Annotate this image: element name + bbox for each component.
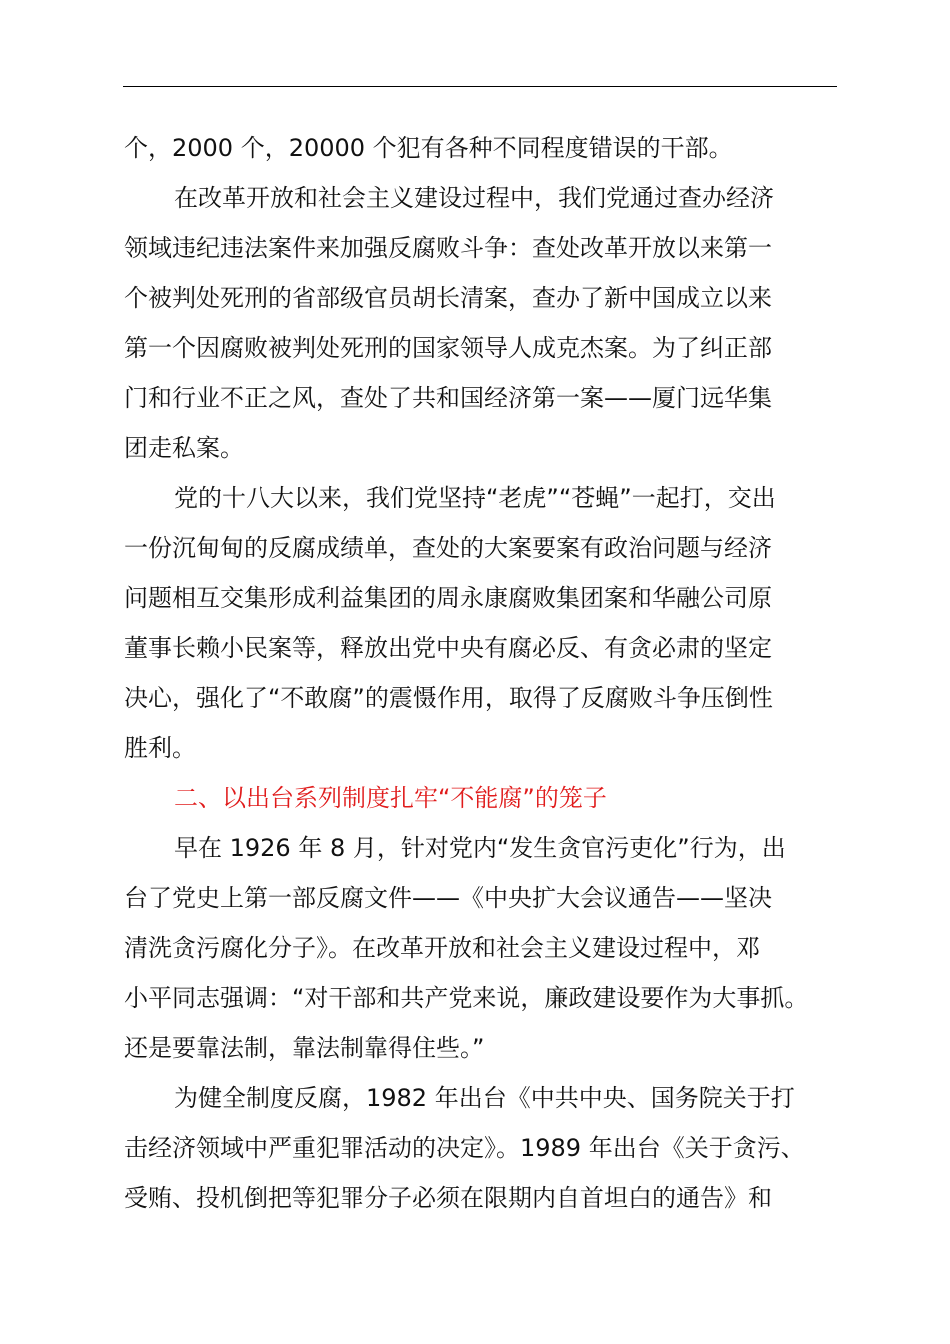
text-line: 早在 1926 年 8 月，针对党内“发生贪官污吏化”行为，出	[174, 834, 786, 862]
text-line: 个被判处死刑的省部级官员胡长清案，查办了新中国成立以来	[124, 284, 772, 312]
text-line: 团走私案。	[124, 434, 244, 462]
text-line: 门和行业不正之风，查处了共和国经济第一案——厦门远华集	[124, 384, 772, 412]
header-rule	[123, 86, 837, 87]
text-line: 决心，强化了“不敢腐”的震慑作用，取得了反腐败斗争压倒性	[124, 684, 773, 712]
text-line: 董事长赖小民案等，释放出党中央有腐必反、有贪必肃的坚定	[124, 634, 772, 662]
text-line: 清洗贪污腐化分子》。在改革开放和社会主义建设过程中，邓	[124, 934, 760, 962]
text-line: 小平同志强调：“对干部和共产党来说，廉政建设要作为大事抓。	[124, 984, 809, 1012]
text-line: 党的十八大以来，我们党坚持“老虎”“苍蝇”一起打，交出	[174, 484, 776, 512]
text-line: 在改革开放和社会主义建设过程中，我们党通过查办经济	[174, 184, 774, 212]
text-line: 问题相互交集形成利益集团的周永康腐败集团案和华融公司原	[124, 584, 772, 612]
text-line: 胜利。	[124, 734, 196, 762]
text-line: 台了党史上第一部反腐文件——《中央扩大会议通告——坚决	[124, 884, 772, 912]
text-line: 第一个因腐败被判处死刑的国家领导人成克杰案。为了纠正部	[124, 334, 772, 362]
text-line: 领域违纪违法案件来加强反腐败斗争：查处改革开放以来第一	[124, 234, 772, 262]
text-line: 为健全制度反腐，1982 年出台《中共中央、国务院关于打	[174, 1084, 795, 1112]
text-line: 击经济领域中严重犯罪活动的决定》。1989 年出台《关于贪污、	[124, 1134, 805, 1162]
text-line: 一份沉甸甸的反腐成绩单，查处的大案要案有政治问题与经济	[124, 534, 772, 562]
text-line: 受贿、投机倒把等犯罪分子必须在限期内自首坦白的通告》和	[124, 1184, 772, 1212]
section-heading: 二、以出台系列制度扎牢“不能腐”的笼子	[174, 784, 607, 812]
text-line: 还是要靠法制，靠法制靠得住些。”	[124, 1034, 485, 1062]
text-line: 个，2000 个，20000 个犯有各种不同程度错误的干部。	[124, 134, 733, 162]
